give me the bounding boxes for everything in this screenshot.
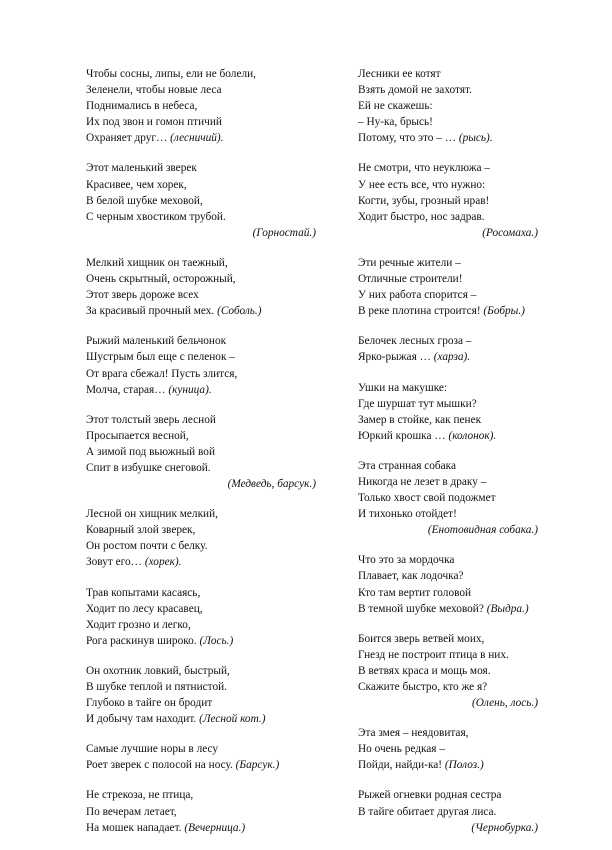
riddle-line bbox=[86, 633, 316, 649]
riddle-line: Лесной он хищник мелкий, bbox=[86, 508, 218, 521]
riddle-last-line-text: Молча, старая… bbox=[86, 383, 169, 396]
riddle-line: Он ростом почти с белку. bbox=[86, 540, 208, 553]
riddle-answer: (Чернобурка.) bbox=[471, 821, 538, 834]
riddle-line: Рыжий маленький бельчонок bbox=[86, 335, 227, 348]
riddle-answer: (Барсук.) bbox=[235, 759, 280, 772]
riddle-answer: (Олень, лось.) bbox=[472, 697, 538, 710]
riddle-line: В ветвях краса и мощь моя. bbox=[358, 664, 491, 677]
riddle-line bbox=[86, 130, 316, 146]
riddle-line: Очень скрытный, осторожный, bbox=[86, 273, 236, 286]
riddle-last-line-text: Ярко-рыжая … bbox=[358, 351, 434, 364]
riddle-line: Замер в стойке, как пенек bbox=[358, 413, 482, 426]
riddle-line: Гнезд не построит птица в них. bbox=[358, 648, 509, 661]
riddle-block bbox=[358, 458, 538, 538]
riddle-answer: (Вечерница.) bbox=[184, 821, 246, 834]
riddle-block bbox=[358, 631, 538, 711]
riddle-line: В шубке теплой и пятнистой. bbox=[86, 681, 227, 693]
riddle-line: Трав копытами касаясь, bbox=[86, 586, 201, 599]
riddle-answer: (харза). bbox=[433, 351, 471, 364]
riddle-block bbox=[86, 741, 316, 773]
riddle-answer: (рысь). bbox=[458, 132, 493, 145]
riddle-line: Ушки на макушке: bbox=[358, 381, 448, 394]
riddle-line bbox=[358, 428, 538, 444]
riddle-last-line-text: Рога раскинув широко. bbox=[86, 634, 200, 647]
riddle-line bbox=[86, 382, 316, 398]
riddle-line: Что это за мордочка bbox=[358, 554, 455, 567]
riddle-line: Он охотник ловкий, быстрый, bbox=[86, 664, 230, 677]
riddle-line bbox=[86, 757, 316, 773]
riddle-block bbox=[358, 787, 538, 835]
riddle-block bbox=[86, 333, 316, 397]
riddle-block bbox=[358, 552, 538, 616]
riddle-line: Ей не скажешь: bbox=[358, 100, 433, 113]
riddle-line: Ходит по лесу красавец, bbox=[86, 602, 203, 615]
riddle-last-line-text: Потому, что это – … bbox=[358, 132, 459, 145]
riddle-line bbox=[358, 757, 538, 773]
right-column bbox=[358, 66, 538, 850]
riddle-block bbox=[358, 725, 538, 773]
riddle-line bbox=[358, 303, 538, 319]
riddle-line: Поднимались в небеса, bbox=[86, 100, 198, 113]
riddle-block bbox=[86, 160, 316, 240]
riddle-line: Ходит быстро, нос задрав. bbox=[358, 210, 485, 223]
riddle-line: Спит в избушке снеговой. bbox=[86, 461, 211, 474]
riddle-line: Отличные строители! bbox=[358, 273, 463, 286]
riddle-line: Шустрым был еще с пеленок – bbox=[86, 351, 235, 364]
riddle-last-line-text: За красивый прочный мех. bbox=[86, 305, 218, 318]
riddle-line: Взять домой не захотят. bbox=[358, 84, 472, 97]
riddle-line: Коварный злой зверек, bbox=[86, 524, 196, 537]
riddle-answer: (Выдра.) bbox=[486, 602, 529, 615]
riddle-line: Но очень редкая – bbox=[358, 743, 445, 756]
riddle-line: С черным хвостиком трубой. bbox=[86, 210, 226, 223]
riddle-block bbox=[358, 160, 538, 240]
riddle-line: Глубоко в тайге он бродит bbox=[86, 697, 213, 710]
riddle-line: Скажите быстро, кто же я? bbox=[358, 681, 488, 693]
riddle-block bbox=[358, 66, 538, 146]
riddle-line bbox=[358, 349, 538, 365]
riddle-line bbox=[86, 820, 316, 836]
riddle-line bbox=[358, 601, 538, 617]
riddle-line bbox=[358, 130, 538, 146]
riddle-line bbox=[86, 554, 316, 570]
riddle-answer: (колонок). bbox=[448, 429, 497, 442]
riddle-block bbox=[86, 663, 316, 727]
riddle-line: Где шуршат тут мышки? bbox=[358, 397, 477, 410]
riddle-line: В белой шубке меховой, bbox=[86, 194, 203, 207]
riddle-answer: (Лось.) bbox=[199, 634, 234, 647]
riddle-answer: (Росомаха.) bbox=[482, 226, 538, 239]
riddle-line: Этот толстый зверь лесной bbox=[86, 413, 216, 426]
riddle-last-line-text: В реке плотина строится! bbox=[358, 305, 484, 318]
riddle-line bbox=[86, 303, 316, 319]
riddle-answer: (Бобры.) bbox=[483, 305, 525, 318]
riddle-answer: (лесничий). bbox=[170, 132, 224, 145]
riddle-line: Боится зверь ветвей моих, bbox=[358, 632, 485, 645]
riddle-line: Никогда не лезет в драку – bbox=[358, 475, 487, 488]
riddle-line: Их под звон и гомон птичий bbox=[86, 116, 222, 129]
left-column bbox=[86, 66, 316, 850]
riddle-block bbox=[86, 585, 316, 649]
riddle-answer: (хорек). bbox=[144, 556, 182, 569]
riddle-line: Самые лучшие норы в лесу bbox=[86, 743, 219, 756]
riddle-line: А зимой под вьюжный вой bbox=[86, 445, 216, 458]
riddle-last-line-text: В темной шубке меховой? bbox=[358, 602, 487, 615]
riddle-line: Рыжей огневки родная сестра bbox=[358, 789, 502, 802]
riddle-block bbox=[86, 66, 316, 146]
riddle-last-line-text: Охраняет друг… bbox=[86, 132, 171, 145]
riddle-line: У них работа спорится – bbox=[358, 289, 477, 302]
riddle-block bbox=[86, 787, 316, 835]
riddle-block bbox=[358, 255, 538, 319]
riddle-line: От врага сбежал! Пусть злится, bbox=[86, 367, 238, 380]
riddle-block bbox=[358, 380, 538, 444]
riddle-block bbox=[86, 255, 316, 319]
riddle-last-line-text: Юркий крошка … bbox=[358, 429, 449, 442]
riddle-line: Плавает, как лодочка? bbox=[358, 570, 464, 583]
riddle-line: Зеленели, чтобы новые леса bbox=[86, 84, 222, 97]
riddle-answer: (Енотовидная собака.) bbox=[427, 524, 538, 537]
riddle-answer: (Лесной кот.) bbox=[199, 713, 266, 726]
riddle-last-line-text: И добычу там находит. bbox=[86, 713, 200, 726]
riddle-block bbox=[86, 506, 316, 570]
riddle-line: В тайге обитает другая лиса. bbox=[358, 805, 497, 818]
riddle-line: Когти, зубы, грозный нрав! bbox=[358, 194, 490, 207]
riddle-line: Только хвост свой подожмет bbox=[358, 492, 496, 505]
riddle-answer: (Соболь.) bbox=[217, 305, 262, 318]
riddle-line: Эта странная собака bbox=[358, 459, 457, 472]
riddle-line: Эти речные жители – bbox=[358, 256, 461, 269]
riddle-block bbox=[86, 412, 316, 492]
riddle-answer: (Медведь, барсук.) bbox=[227, 478, 316, 491]
riddle-line: Не смотри, что неуклюжа – bbox=[358, 162, 491, 175]
riddle-answer: (Горностай.) bbox=[252, 226, 316, 239]
riddle-last-line-text: Роет зверек с полосой на носу. bbox=[86, 759, 236, 772]
riddle-line: Просыпается весной, bbox=[86, 429, 189, 442]
riddle-line: По вечерам летает, bbox=[86, 805, 177, 818]
riddle-line: Чтобы сосны, липы, ели не болели, bbox=[86, 68, 256, 80]
riddle-line: Мелкий хищник он таежный, bbox=[86, 256, 228, 269]
riddle-last-line-text: На мошек нападает. bbox=[86, 821, 185, 834]
riddle-answer: (куница). bbox=[168, 383, 212, 396]
riddle-line bbox=[86, 711, 316, 727]
riddle-line: И тихонько отойдет! bbox=[358, 508, 457, 521]
riddle-answer: (Полоз.) bbox=[444, 759, 484, 772]
riddle-line: Ходит грозно и легко, bbox=[86, 618, 191, 631]
riddle-last-line-text: Зовут его… bbox=[86, 556, 145, 569]
riddle-line: Белочек лесных гроза – bbox=[358, 335, 472, 348]
riddle-line: Эта змея – неядовитая, bbox=[358, 727, 469, 740]
riddle-line: – Ну-ка, брысь! bbox=[358, 116, 433, 129]
riddle-line: Этот маленький зверек bbox=[86, 162, 197, 175]
riddle-line: Кто там вертит головой bbox=[358, 586, 472, 599]
riddle-line: Не стрекоза, не птица, bbox=[86, 789, 194, 802]
riddle-line: Красивее, чем хорек, bbox=[86, 178, 187, 191]
riddle-line: Лесники ее котят bbox=[358, 68, 441, 80]
riddle-line: Этот зверь дороже всех bbox=[86, 289, 199, 302]
riddle-line: У нее есть все, что нужно: bbox=[358, 178, 486, 191]
riddle-last-line-text: Пойди, найди-ка! bbox=[358, 759, 445, 772]
riddle-block bbox=[358, 333, 538, 365]
